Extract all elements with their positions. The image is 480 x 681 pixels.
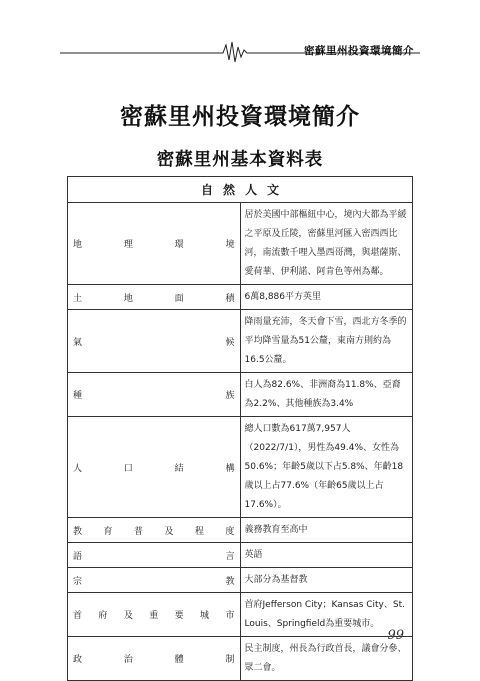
table-row — [68, 373, 413, 417]
row-value: 大部分為基督教 — [240, 568, 413, 593]
table-row — [68, 593, 413, 637]
table-row — [68, 568, 413, 593]
row-value: 居於美國中部樞紐中心，境內大都為平緩之平原及丘陵，密蘇里河匯入密西西比河，南流數千哩入墨西哥灣，與堪薩斯、愛荷華、伊利諾、阿肯色等州為鄰。 — [240, 203, 413, 285]
row-label-text: 人 口 結 構 — [73, 463, 235, 474]
row-label — [68, 203, 241, 285]
row-label — [68, 310, 241, 373]
row-label — [68, 568, 241, 593]
row-label-text: 政 治 體 制 — [73, 655, 235, 665]
table-row — [68, 203, 413, 285]
row-label — [68, 373, 241, 417]
row-label — [68, 417, 241, 518]
row-label — [68, 637, 241, 681]
table-row — [68, 310, 413, 373]
row-value: 義務教育至高中 — [240, 518, 413, 543]
section-row — [68, 177, 413, 203]
row-value: 民主制度，州長為行政首長，議會分參、眾二會。 — [240, 637, 413, 681]
table-row — [68, 518, 413, 543]
row-label — [68, 543, 241, 568]
row-label — [68, 518, 241, 543]
row-label — [68, 285, 241, 310]
row-value: 總人口數為617萬7,957人（2022/7/1），男性為49.4%、女性為50.6%；年齡5歲以下占5.8%、年齡18歲以上占77.6%（年齡65歲以上占17.6%）。 — [240, 417, 413, 518]
running-header-title: 密蘇里州投資環境簡介 — [304, 45, 414, 57]
table-row — [68, 417, 413, 518]
row-label-text: 首 府 及 重 要 城 市 — [73, 611, 235, 621]
row-value: 首府Jefferson City；Kansas City、St. Louis、Springfield為重要城市。 — [240, 593, 413, 637]
row-value: 白人為82.6%、非洲裔為11.8%、亞裔為2.2%、其他種族為3.4% — [240, 373, 413, 417]
table-row — [68, 543, 413, 568]
row-label-text: 地 理 環 境 — [73, 240, 235, 250]
row-label-text: 宗 教 — [73, 576, 235, 587]
row-value: 降雨量充沛，冬天會下雪，西北方冬季的平均降雪量為51公釐，東南方則約為16.5公釐。 — [240, 310, 413, 373]
row-label-text: 教 育 普 及 程 度 — [73, 526, 235, 537]
row-label-text: 氣 候 — [73, 337, 235, 348]
table-row — [68, 285, 413, 310]
section-header: 自然人文 — [68, 177, 413, 203]
row-label-text: 土 地 面 積 — [73, 293, 235, 304]
row-label — [68, 593, 241, 637]
row-value: 6萬8,886平方英里 — [240, 285, 413, 310]
running-header — [60, 36, 420, 66]
info-table — [67, 176, 413, 681]
table-title: 密蘇里州基本資料表 — [156, 150, 324, 170]
page-title: 密蘇里州投資環境簡介 — [120, 104, 360, 130]
row-value: 英語 — [240, 543, 413, 568]
row-label-text: 種 族 — [73, 391, 235, 401]
table-row — [68, 637, 413, 681]
page-number: 99 — [387, 628, 404, 643]
row-label-text: 語 言 — [73, 551, 235, 562]
